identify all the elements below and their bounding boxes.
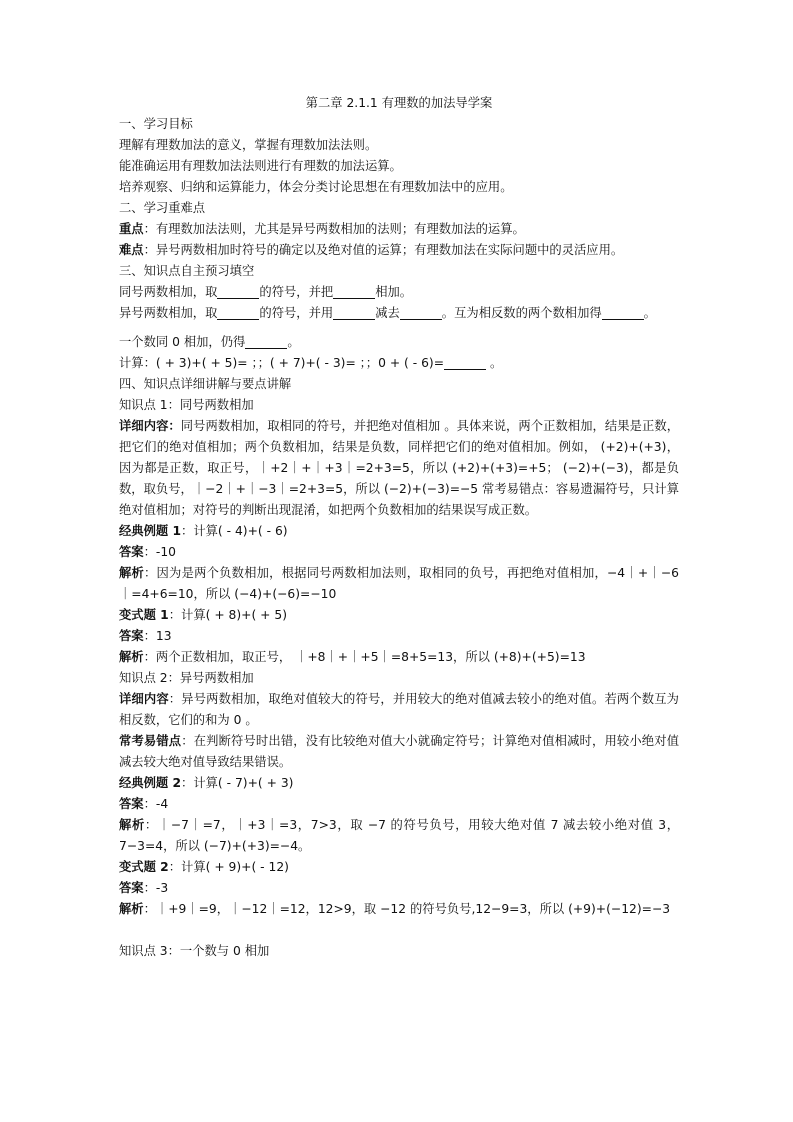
text: 。 — [486, 356, 503, 370]
text: 。 — [287, 335, 300, 349]
objective-item: 能准确运用有理数加法法则进行有理数的加法运算。 — [119, 159, 402, 173]
error-text: ：在判断符号时出错，没有比较绝对值大小就确定符号；计算绝对值相减时，用较小绝对值减去较大绝对值导致结果错误。 — [119, 734, 679, 769]
explanation-label: 解析 — [119, 818, 145, 832]
page-title: 第二章 2.1.1 有理数的加法导学案 — [305, 96, 493, 110]
answer-label: 答案 — [119, 797, 144, 811]
answer — [119, 626, 679, 647]
answer — [119, 878, 679, 899]
knowledge-point-title: 知识点 3：一个数与 0 相加 — [119, 944, 270, 958]
fill-blank-line — [119, 303, 679, 324]
blank — [333, 284, 375, 299]
section-heading: 三、知识点自主预习填空 — [119, 264, 255, 278]
section-heading: 二、学习重难点 — [119, 201, 206, 215]
difficult-point — [119, 240, 679, 261]
answer-text: ：-10 — [143, 545, 176, 559]
detail-paragraph — [119, 689, 679, 731]
text: 一个数同 0 相加，仍得 — [119, 335, 246, 349]
answer-label: 答案 — [119, 629, 144, 643]
answer — [119, 794, 679, 815]
detail-label: 详细内容： — [119, 419, 181, 433]
explanation — [119, 815, 679, 857]
blank — [444, 355, 486, 370]
explanation — [119, 899, 679, 920]
key-point-text: ：有理数加法法则，尤其是异号两数相加的法则；有理数加法的运算。 — [143, 222, 525, 236]
blank — [217, 305, 259, 320]
variant-question — [119, 857, 679, 878]
variant-text: ：计算( + 9)+( - 12) — [168, 860, 289, 874]
blank — [400, 305, 442, 320]
explanation-text: ：｜+9｜=9，｜−12｜=12，12>9，取 −12 的符号负号,12−9=3，所以 (+9)+(−12)=−3 — [143, 902, 671, 916]
detail-label: 详细内容 — [119, 692, 169, 706]
knowledge-point-title: 知识点 1：同号两数相加 — [119, 398, 254, 412]
blank — [245, 334, 287, 349]
difficult-point-text: ：异号两数相加时符号的确定以及绝对值的运算；有理数加法在实际问题中的灵活应用。 — [143, 243, 624, 257]
answer-label: 答案 — [119, 881, 144, 895]
answer — [119, 542, 679, 563]
objective-item: 理解有理数加法的意义，掌握有理数加法法则。 — [119, 138, 378, 152]
example-text: ：计算( - 4)+( - 6) — [181, 524, 288, 538]
fill-blank-line — [119, 282, 679, 303]
variant-question — [119, 605, 679, 626]
detail-text: 同号两数相加，取相同的符号，并把绝对值相加 。具体来说，两个正数相加，结果是正数，把它们的绝对值相加；两个负数相加，结果是负数，同样把它们的绝对值相加。例如， (+2)+(+3)，因为都是正数，取正号，｜+2｜+｜+3｜=2+3=5，所以 (+2)+(+3)=+5； (−2)+(−3)，都是负数，取负号，｜−2｜+｜−3｜=2+3=5，所以 (−2)+(−3)=−5 常考易错点：容易遗漏符号，只计算绝对值相加；对符号的判断出现混淆，如把两个负数相加的结果误写成正数。 — [119, 419, 679, 517]
explanation-label: 解析 — [119, 902, 144, 916]
explanation — [119, 647, 679, 668]
answer-text: ：13 — [143, 629, 172, 643]
knowledge-point-title: 知识点 2：异号两数相加 — [119, 671, 254, 685]
text: 相加。 — [375, 285, 413, 299]
variant-text: ：计算( + 8)+( + 5) — [168, 608, 288, 622]
blank — [602, 305, 644, 320]
key-point-label: 重点 — [119, 222, 144, 236]
variant-label: 变式题 2 — [119, 860, 169, 874]
blank — [217, 284, 259, 299]
detail-paragraph — [119, 416, 679, 521]
example-question — [119, 773, 679, 794]
variant-label: 变式题 1 — [119, 608, 169, 622]
answer-text: ：-3 — [143, 881, 169, 895]
text: 同号两数相加，取 — [119, 285, 218, 299]
text: 计算：( + 3)+( + 5)= ；；( + 7)+( - 3)= ；；0 + ( - 6)= — [119, 356, 445, 370]
fill-blank-line — [119, 332, 679, 353]
answer-label: 答案 — [119, 545, 144, 559]
explanation-text: ：｜−7｜=7，｜+3｜=3，7>3，取 −7 的符号负号，用较大绝对值 7 减去较小绝对值 3，7−3=4，所以 (−7)+(+3)=−4。 — [119, 818, 679, 853]
example-label: 经典例题 2 — [119, 776, 182, 790]
section-heading: 一、学习目标 — [119, 117, 193, 131]
example-label: 经典例题 1 — [119, 524, 182, 538]
explanation-text: ：两个正数相加，取正号， ｜+8｜+｜+5｜=8+5=13，所以 (+8)+(+5)=13 — [143, 650, 586, 664]
text: 的符号，并把 — [259, 285, 334, 299]
text: 的符号，并用 — [259, 306, 334, 320]
explanation-text: ：因为是两个负数相加，根据同号两数相加法则，取相同的负号，再把绝对值相加，−4｜+｜−6｜=4+6=10，所以 (−4)+(−6)=−10 — [119, 566, 679, 601]
section-heading: 四、知识点详细讲解与要点讲解 — [119, 377, 292, 391]
spacer — [119, 920, 679, 941]
answer-text: ：-4 — [143, 797, 169, 811]
blank — [333, 305, 375, 320]
difficult-point-label: 难点 — [119, 243, 144, 257]
objective-item: 培养观察、归纳和运算能力，体会分类讨论思想在有理数加法中的应用。 — [119, 180, 513, 194]
key-point — [119, 219, 679, 240]
example-question — [119, 521, 679, 542]
explanation-label: 解析 — [119, 650, 144, 664]
text: 异号两数相加，取 — [119, 306, 218, 320]
text: 减去 — [375, 306, 400, 320]
example-text: ：计算( - 7)+( + 3) — [181, 776, 294, 790]
explanation — [119, 563, 679, 605]
text: 。 — [643, 306, 656, 320]
explanation-label: 解析 — [119, 566, 145, 580]
text: 。互为相反数的两个数相加得 — [441, 306, 602, 320]
error-label: 常考易错点 — [119, 734, 182, 748]
common-error — [119, 731, 679, 773]
document-page — [119, 93, 679, 962]
detail-text: ：异号两数相加，取绝对值较大的符号，并用较大的绝对值减去较小的绝对值。若两个数互为相反数，它们的和为 0 。 — [119, 692, 679, 727]
fill-blank-line — [119, 353, 679, 374]
